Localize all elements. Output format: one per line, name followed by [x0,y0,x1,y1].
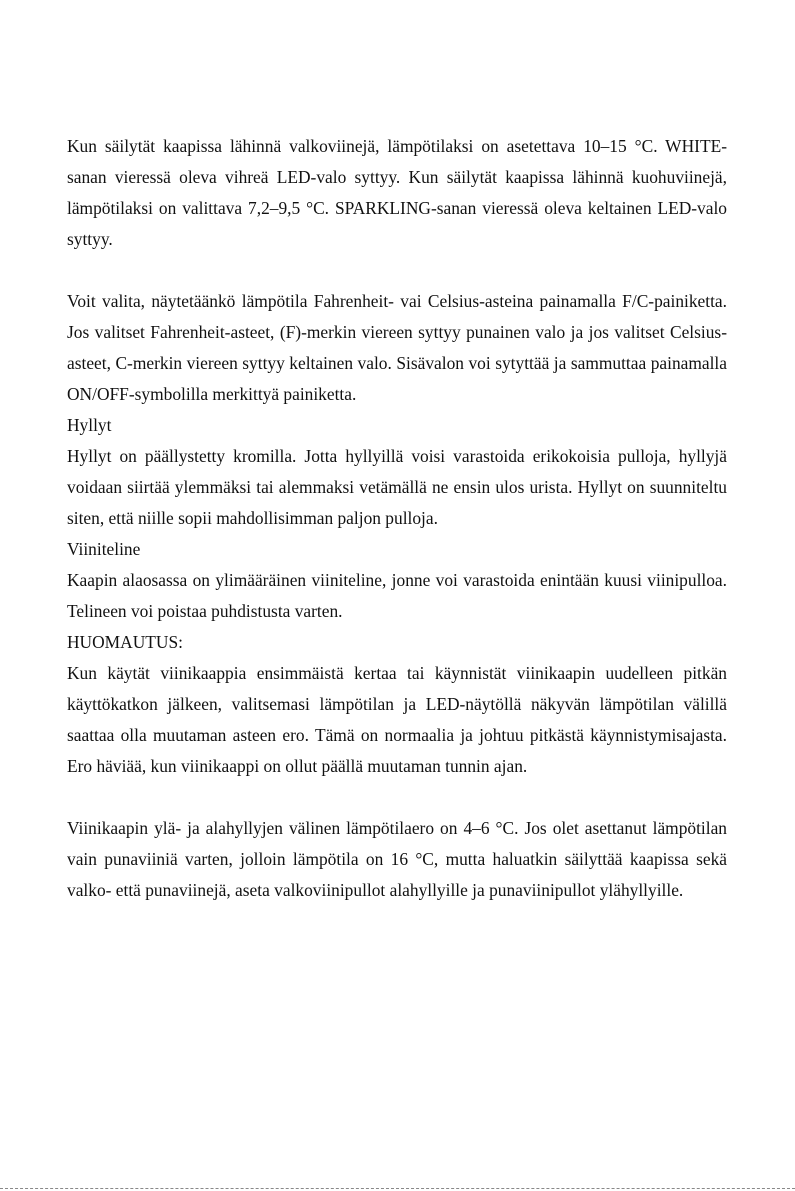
page-content [67,131,727,906]
section-body-wine-rack: Kaapin alaosassa on ylimääräinen viiniteline, jonne voi varastoida enintään kuusi viinipulloa. Telineen voi poistaa puhdistusta varten. [67,570,727,621]
paragraph-shelf-temperature-difference: Viinikaapin ylä- ja alahyllyjen välinen lämpötilaero on 4–6 °C. Jos olet asettanut lämpötilan vain punaviiniä varten, jolloin lämpötila on 16 °C, mutta haluatkin säilyttää kaapissa sekä valko- että punaviinejä, aseta valkoviinipullot alahyllyille ja punaviinipullot ylähyllyille. [67,818,727,900]
section-heading-note: HUOMAUTUS: [67,632,183,652]
section-heading-shelves: Hyllyt [67,415,112,435]
paragraph-temperature-units: Voit valita, näytetäänkö lämpötila Fahrenheit- vai Celsius-asteina painamalla F/C-painiketta. Jos valitset Fahrenheit-asteet, (F)-merkin viereen syttyy punainen valo ja jos valitset Celsius-asteet, C-merkin viereen syttyy keltainen valo. Sisävalon voi sytyttää ja sammuttaa painamalla ON/OFF-symbolilla merkittyä painiketta. [67,291,727,404]
paragraph-wine-temperature: Kun säilytät kaapissa lähinnä valkoviinejä, lämpötilaksi on asetettava 10–15 °C. WHITE-sanan vieressä oleva vihreä LED-valo syttyy. Kun säilytät kaapissa lähinnä kuohuviinejä, lämpötilaksi on valittava 7,2–9,5 °C. SPARKLING-sanan vieressä oleva keltainen LED-valo syttyy. [67,136,727,249]
page-bottom-edge [0,1188,795,1189]
section-heading-wine-rack: Viiniteline [67,539,141,559]
section-body-note: Kun käytät viinikaappia ensimmäistä kertaa tai käynnistät viinikaapin uudelleen pitkän käyttökatkon jälkeen, valitsemasi lämpötilan ja LED-näytöllä näkyvän lämpötilan välillä saattaa olla muutaman asteen ero. Tämä on normaalia ja johtuu pitkästä käynnistymisajasta. Ero häviää, kun viinikaappi on ollut päällä muutaman tunnin ajan. [67,663,727,776]
section-body-shelves: Hyllyt on päällystetty kromilla. Jotta hyllyillä voisi varastoida erikokoisia pulloja, hyllyjä voidaan siirtää ylemmäksi tai alemmaksi vetämällä ne ensin ulos urista. Hyllyt on suunniteltu siten, että niille sopii mahdollisimman paljon pulloja. [67,446,727,528]
